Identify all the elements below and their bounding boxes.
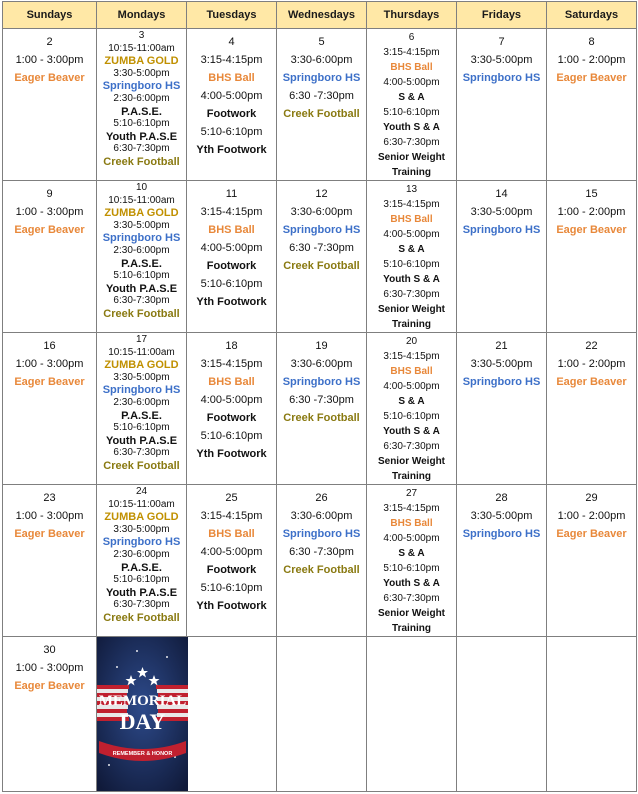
event-time: 6:30-7:30pm — [113, 295, 170, 307]
event-time: 6:30-7:30pm — [383, 593, 440, 604]
day-number: 30 — [43, 644, 56, 656]
event-time: 4:00-5:00pm — [383, 229, 440, 240]
event-name: Creek Football — [283, 412, 360, 424]
calendar-day-cell — [3, 637, 97, 792]
day-number: 25 — [225, 492, 238, 504]
event-name: Creek Football — [283, 108, 360, 120]
event-name: Springboro HS — [282, 528, 361, 540]
event-time: 4:00-5:00pm — [200, 242, 263, 254]
event-time: 3:30-5:00pm — [470, 510, 533, 522]
event-name: Senior Weight — [377, 152, 446, 163]
calendar-week-row — [3, 29, 637, 181]
calendar-day-cell — [97, 29, 187, 181]
day-number: 29 — [585, 492, 598, 504]
event-name: BHS Ball — [208, 376, 255, 388]
day-number: 9 — [46, 188, 53, 200]
day-number: 20 — [405, 336, 418, 347]
day-number: 15 — [585, 188, 598, 200]
event-time: 3:30-6:00pm — [290, 510, 353, 522]
event-name: Youth P.A.S.E — [105, 130, 178, 143]
event-name: Yth Footwork — [196, 600, 267, 612]
event-time: 1:00 - 2:00pm — [557, 54, 626, 66]
calendar-day-cell — [547, 485, 637, 637]
event-name: ZUMBA GOLD — [104, 55, 179, 68]
event-time: 3:30-5:00pm — [470, 54, 533, 66]
calendar-day-cell — [187, 181, 277, 333]
event-time: 4:00-5:00pm — [200, 394, 263, 406]
event-time: 10:15-11:00am — [108, 498, 175, 510]
empty-day-cell — [367, 637, 457, 792]
event-time: 1:00 - 3:00pm — [15, 54, 84, 66]
event-time: 6:30 -7:30pm — [289, 394, 354, 406]
event-name: Eager Beaver — [14, 528, 85, 540]
day-number: 22 — [585, 340, 598, 352]
calendar-day-cell — [367, 29, 457, 181]
event-name: Eager Beaver — [14, 376, 85, 388]
event-time: 4:00-5:00pm — [383, 381, 440, 392]
empty-day-cell — [277, 637, 367, 792]
day-number: 27 — [405, 488, 418, 499]
event-name: Creek Football — [103, 307, 180, 320]
day-number: 24 — [135, 486, 148, 497]
memorial-day-flag-image — [97, 637, 188, 791]
event-name: P.A.S.E. — [121, 257, 162, 270]
header-sundays: Sundays — [3, 2, 97, 29]
header-thursdays: Thursdays — [367, 2, 457, 29]
event-time: 10:15-11:00am — [108, 194, 175, 206]
calendar-week-row — [3, 333, 637, 485]
event-time: 6:30 -7:30pm — [289, 546, 354, 558]
event-time: 6:30-7:30pm — [113, 599, 170, 611]
calendar-day-cell — [97, 181, 187, 333]
day-number: 4 — [228, 36, 235, 48]
day-number: 21 — [495, 340, 508, 352]
calendar-week-row — [3, 485, 637, 637]
memorial-ribbon-text: REMEMBER & HONOR — [112, 751, 173, 757]
event-name: S & A — [398, 92, 425, 103]
event-time: 6:30-7:30pm — [113, 447, 170, 459]
event-time: 1:00 - 3:00pm — [15, 662, 84, 674]
event-name: Youth P.A.S.E — [105, 282, 178, 295]
event-name: Springboro HS — [462, 72, 541, 84]
event-name: Senior Weight — [377, 304, 446, 315]
event-name: Training — [392, 167, 431, 178]
event-time: 5:10-6:10pm — [200, 430, 263, 442]
event-name: Springboro HS — [282, 376, 361, 388]
calendar-day-cell — [457, 333, 547, 485]
event-time: 6:30 -7:30pm — [289, 90, 354, 102]
event-name: Footwork — [206, 564, 257, 576]
event-time: 1:00 - 3:00pm — [15, 358, 84, 370]
event-time: 5:10-6:10pm — [383, 259, 440, 270]
header-wednesdays: Wednesdays — [277, 2, 367, 29]
event-time: 1:00 - 3:00pm — [15, 510, 84, 522]
empty-day-cell — [187, 637, 277, 792]
day-number: 10 — [135, 182, 148, 193]
event-name: Senior Weight — [377, 456, 446, 467]
event-name: Youth S & A — [383, 122, 440, 133]
day-number: 8 — [588, 36, 595, 48]
calendar-day-cell — [277, 29, 367, 181]
event-name: Eager Beaver — [14, 224, 85, 236]
event-name: Creek Football — [103, 155, 180, 168]
day-number: 7 — [498, 36, 505, 48]
event-name: Creek Football — [283, 260, 360, 272]
event-name: Springboro HS — [462, 224, 541, 236]
event-name: P.A.S.E. — [121, 409, 162, 422]
event-time: 3:15-4:15pm — [200, 206, 263, 218]
event-time: 6:30-7:30pm — [383, 137, 440, 148]
calendar-day-cell — [457, 29, 547, 181]
calendar-day-cell — [187, 29, 277, 181]
event-name: BHS Ball — [390, 62, 433, 73]
event-name: Youth S & A — [383, 426, 440, 437]
event-name: Training — [392, 623, 431, 634]
event-time: 2:30-6:00pm — [113, 548, 170, 560]
event-time: 2:30-6:00pm — [113, 244, 170, 256]
event-name: BHS Ball — [208, 224, 255, 236]
day-number: 14 — [495, 188, 508, 200]
event-time: 1:00 - 2:00pm — [557, 206, 626, 218]
event-time: 3:15-4:15pm — [383, 199, 440, 210]
event-name: Eager Beaver — [14, 680, 85, 692]
event-name: Springboro HS — [462, 528, 541, 540]
event-time: 2:30-6:00pm — [113, 92, 170, 104]
day-number: 23 — [43, 492, 56, 504]
event-time: 10:15-11:00am — [108, 42, 175, 54]
event-time: 5:10-6:10pm — [383, 107, 440, 118]
event-name: BHS Ball — [208, 528, 255, 540]
event-name: Springboro HS — [102, 232, 181, 245]
event-name: P.A.S.E. — [121, 105, 162, 118]
event-name: Creek Football — [103, 459, 180, 472]
calendar-day-cell — [3, 485, 97, 637]
event-time: 5:10-6:10pm — [383, 563, 440, 574]
event-name: Youth P.A.S.E — [105, 586, 178, 599]
event-time: 5:10-6:10pm — [113, 574, 170, 586]
event-time: 3:30-6:00pm — [290, 358, 353, 370]
event-name: Senior Weight — [377, 608, 446, 619]
calendar-day-cell — [277, 485, 367, 637]
memorial-day-cell — [97, 637, 187, 792]
event-name: BHS Ball — [390, 214, 433, 225]
event-time: 3:15-4:15pm — [200, 358, 263, 370]
calendar-day-cell — [277, 333, 367, 485]
empty-day-cell — [457, 637, 547, 792]
event-time: 3:30-5:00pm — [113, 67, 170, 79]
calendar-day-cell — [367, 333, 457, 485]
event-name: Footwork — [206, 260, 257, 272]
weekday-header-row — [3, 2, 637, 29]
event-time: 5:10-6:10pm — [113, 118, 170, 130]
calendar-day-cell — [277, 181, 367, 333]
calendar-day-cell — [547, 181, 637, 333]
event-name: Creek Football — [103, 611, 180, 624]
day-number: 13 — [405, 184, 418, 195]
day-number: 16 — [43, 340, 56, 352]
day-number: 19 — [315, 340, 328, 352]
event-time: 3:15-4:15pm — [383, 47, 440, 58]
day-number: 2 — [46, 36, 53, 48]
event-time: 5:10-6:10pm — [200, 126, 263, 138]
event-name: Youth P.A.S.E — [105, 434, 178, 447]
calendar-day-cell — [187, 485, 277, 637]
event-name: ZUMBA GOLD — [104, 207, 179, 220]
event-name: Eager Beaver — [556, 376, 627, 388]
header-saturdays: Saturdays — [547, 2, 637, 29]
event-time: 3:30-5:00pm — [113, 371, 170, 383]
event-name: Creek Football — [283, 564, 360, 576]
event-name: Youth S & A — [383, 578, 440, 589]
calendar-week-row — [3, 181, 637, 333]
event-name: Eager Beaver — [556, 224, 627, 236]
event-time: 2:30-6:00pm — [113, 396, 170, 408]
event-name: Springboro HS — [462, 376, 541, 388]
event-time: 10:15-11:00am — [108, 346, 175, 358]
day-number: 12 — [315, 188, 328, 200]
event-time: 1:00 - 3:00pm — [15, 206, 84, 218]
event-name: P.A.S.E. — [121, 561, 162, 574]
header-tuesdays: Tuesdays — [187, 2, 277, 29]
header-mondays: Mondays — [97, 2, 187, 29]
event-time: 3:30-5:00pm — [113, 523, 170, 535]
memorial-title-line2: DAY — [119, 709, 166, 734]
event-time: 5:10-6:10pm — [383, 411, 440, 422]
day-number: 28 — [495, 492, 508, 504]
event-time: 1:00 - 2:00pm — [557, 510, 626, 522]
event-time: 6:30-7:30pm — [383, 289, 440, 300]
event-time: 3:30-5:00pm — [113, 219, 170, 231]
calendar-day-cell — [547, 333, 637, 485]
calendar-day-cell — [3, 181, 97, 333]
empty-day-cell — [547, 637, 637, 792]
event-time: 3:15-4:15pm — [200, 54, 263, 66]
day-number: 18 — [225, 340, 238, 352]
event-name: Eager Beaver — [14, 72, 85, 84]
calendar-day-cell — [457, 485, 547, 637]
event-time: 3:15-4:15pm — [383, 503, 440, 514]
event-name: BHS Ball — [208, 72, 255, 84]
event-name: Springboro HS — [102, 536, 181, 549]
day-number: 11 — [225, 188, 238, 200]
monthly-schedule-calendar — [2, 1, 637, 792]
event-time: 3:15-4:15pm — [200, 510, 263, 522]
header-fridays: Fridays — [457, 2, 547, 29]
day-number: 26 — [315, 492, 328, 504]
event-name: S & A — [398, 244, 425, 255]
event-name: Yth Footwork — [196, 144, 267, 156]
event-time: 6:30 -7:30pm — [289, 242, 354, 254]
event-name: ZUMBA GOLD — [104, 359, 179, 372]
event-time: 5:10-6:10pm — [113, 270, 170, 282]
calendar-week-row — [3, 637, 637, 792]
event-name: Training — [392, 471, 431, 482]
event-time: 5:10-6:10pm — [200, 582, 263, 594]
event-time: 1:00 - 2:00pm — [557, 358, 626, 370]
day-number: 3 — [138, 30, 145, 41]
event-time: 4:00-5:00pm — [200, 90, 263, 102]
calendar-day-cell — [367, 181, 457, 333]
event-time: 3:30-6:00pm — [290, 206, 353, 218]
calendar-day-cell — [187, 333, 277, 485]
calendar-day-cell — [547, 29, 637, 181]
event-name: Youth S & A — [383, 274, 440, 285]
event-time: 3:15-4:15pm — [383, 351, 440, 362]
event-name: Yth Footwork — [196, 448, 267, 460]
event-time: 3:30-5:00pm — [470, 206, 533, 218]
event-name: Springboro HS — [282, 224, 361, 236]
event-time: 6:30-7:30pm — [383, 441, 440, 452]
day-number: 17 — [135, 334, 148, 345]
event-name: Springboro HS — [102, 384, 181, 397]
day-number: 5 — [318, 36, 325, 48]
day-number: 6 — [408, 32, 415, 43]
event-time: 5:10-6:10pm — [113, 422, 170, 434]
event-name: BHS Ball — [390, 518, 433, 529]
event-name: Springboro HS — [282, 72, 361, 84]
event-name: BHS Ball — [390, 366, 433, 377]
event-name: Eager Beaver — [556, 528, 627, 540]
event-name: Eager Beaver — [556, 72, 627, 84]
event-time: 5:10-6:10pm — [200, 278, 263, 290]
event-name: Footwork — [206, 108, 257, 120]
calendar-day-cell — [97, 333, 187, 485]
event-time: 6:30-7:30pm — [113, 143, 170, 155]
event-name: Footwork — [206, 412, 257, 424]
event-time: 3:30-5:00pm — [470, 358, 533, 370]
event-name: Training — [392, 319, 431, 330]
event-time: 3:30-6:00pm — [290, 54, 353, 66]
event-name: Yth Footwork — [196, 296, 267, 308]
calendar-day-cell — [97, 485, 187, 637]
calendar-day-cell — [3, 333, 97, 485]
memorial-title-line1: MEMORIAL — [98, 693, 187, 709]
event-name: S & A — [398, 396, 425, 407]
event-time: 4:00-5:00pm — [383, 533, 440, 544]
event-time: 4:00-5:00pm — [200, 546, 263, 558]
calendar-day-cell — [3, 29, 97, 181]
calendar-day-cell — [457, 181, 547, 333]
calendar-day-cell — [367, 485, 457, 637]
event-name: S & A — [398, 548, 425, 559]
event-name: Springboro HS — [102, 80, 181, 93]
event-time: 4:00-5:00pm — [383, 77, 440, 88]
event-name: ZUMBA GOLD — [104, 511, 179, 524]
